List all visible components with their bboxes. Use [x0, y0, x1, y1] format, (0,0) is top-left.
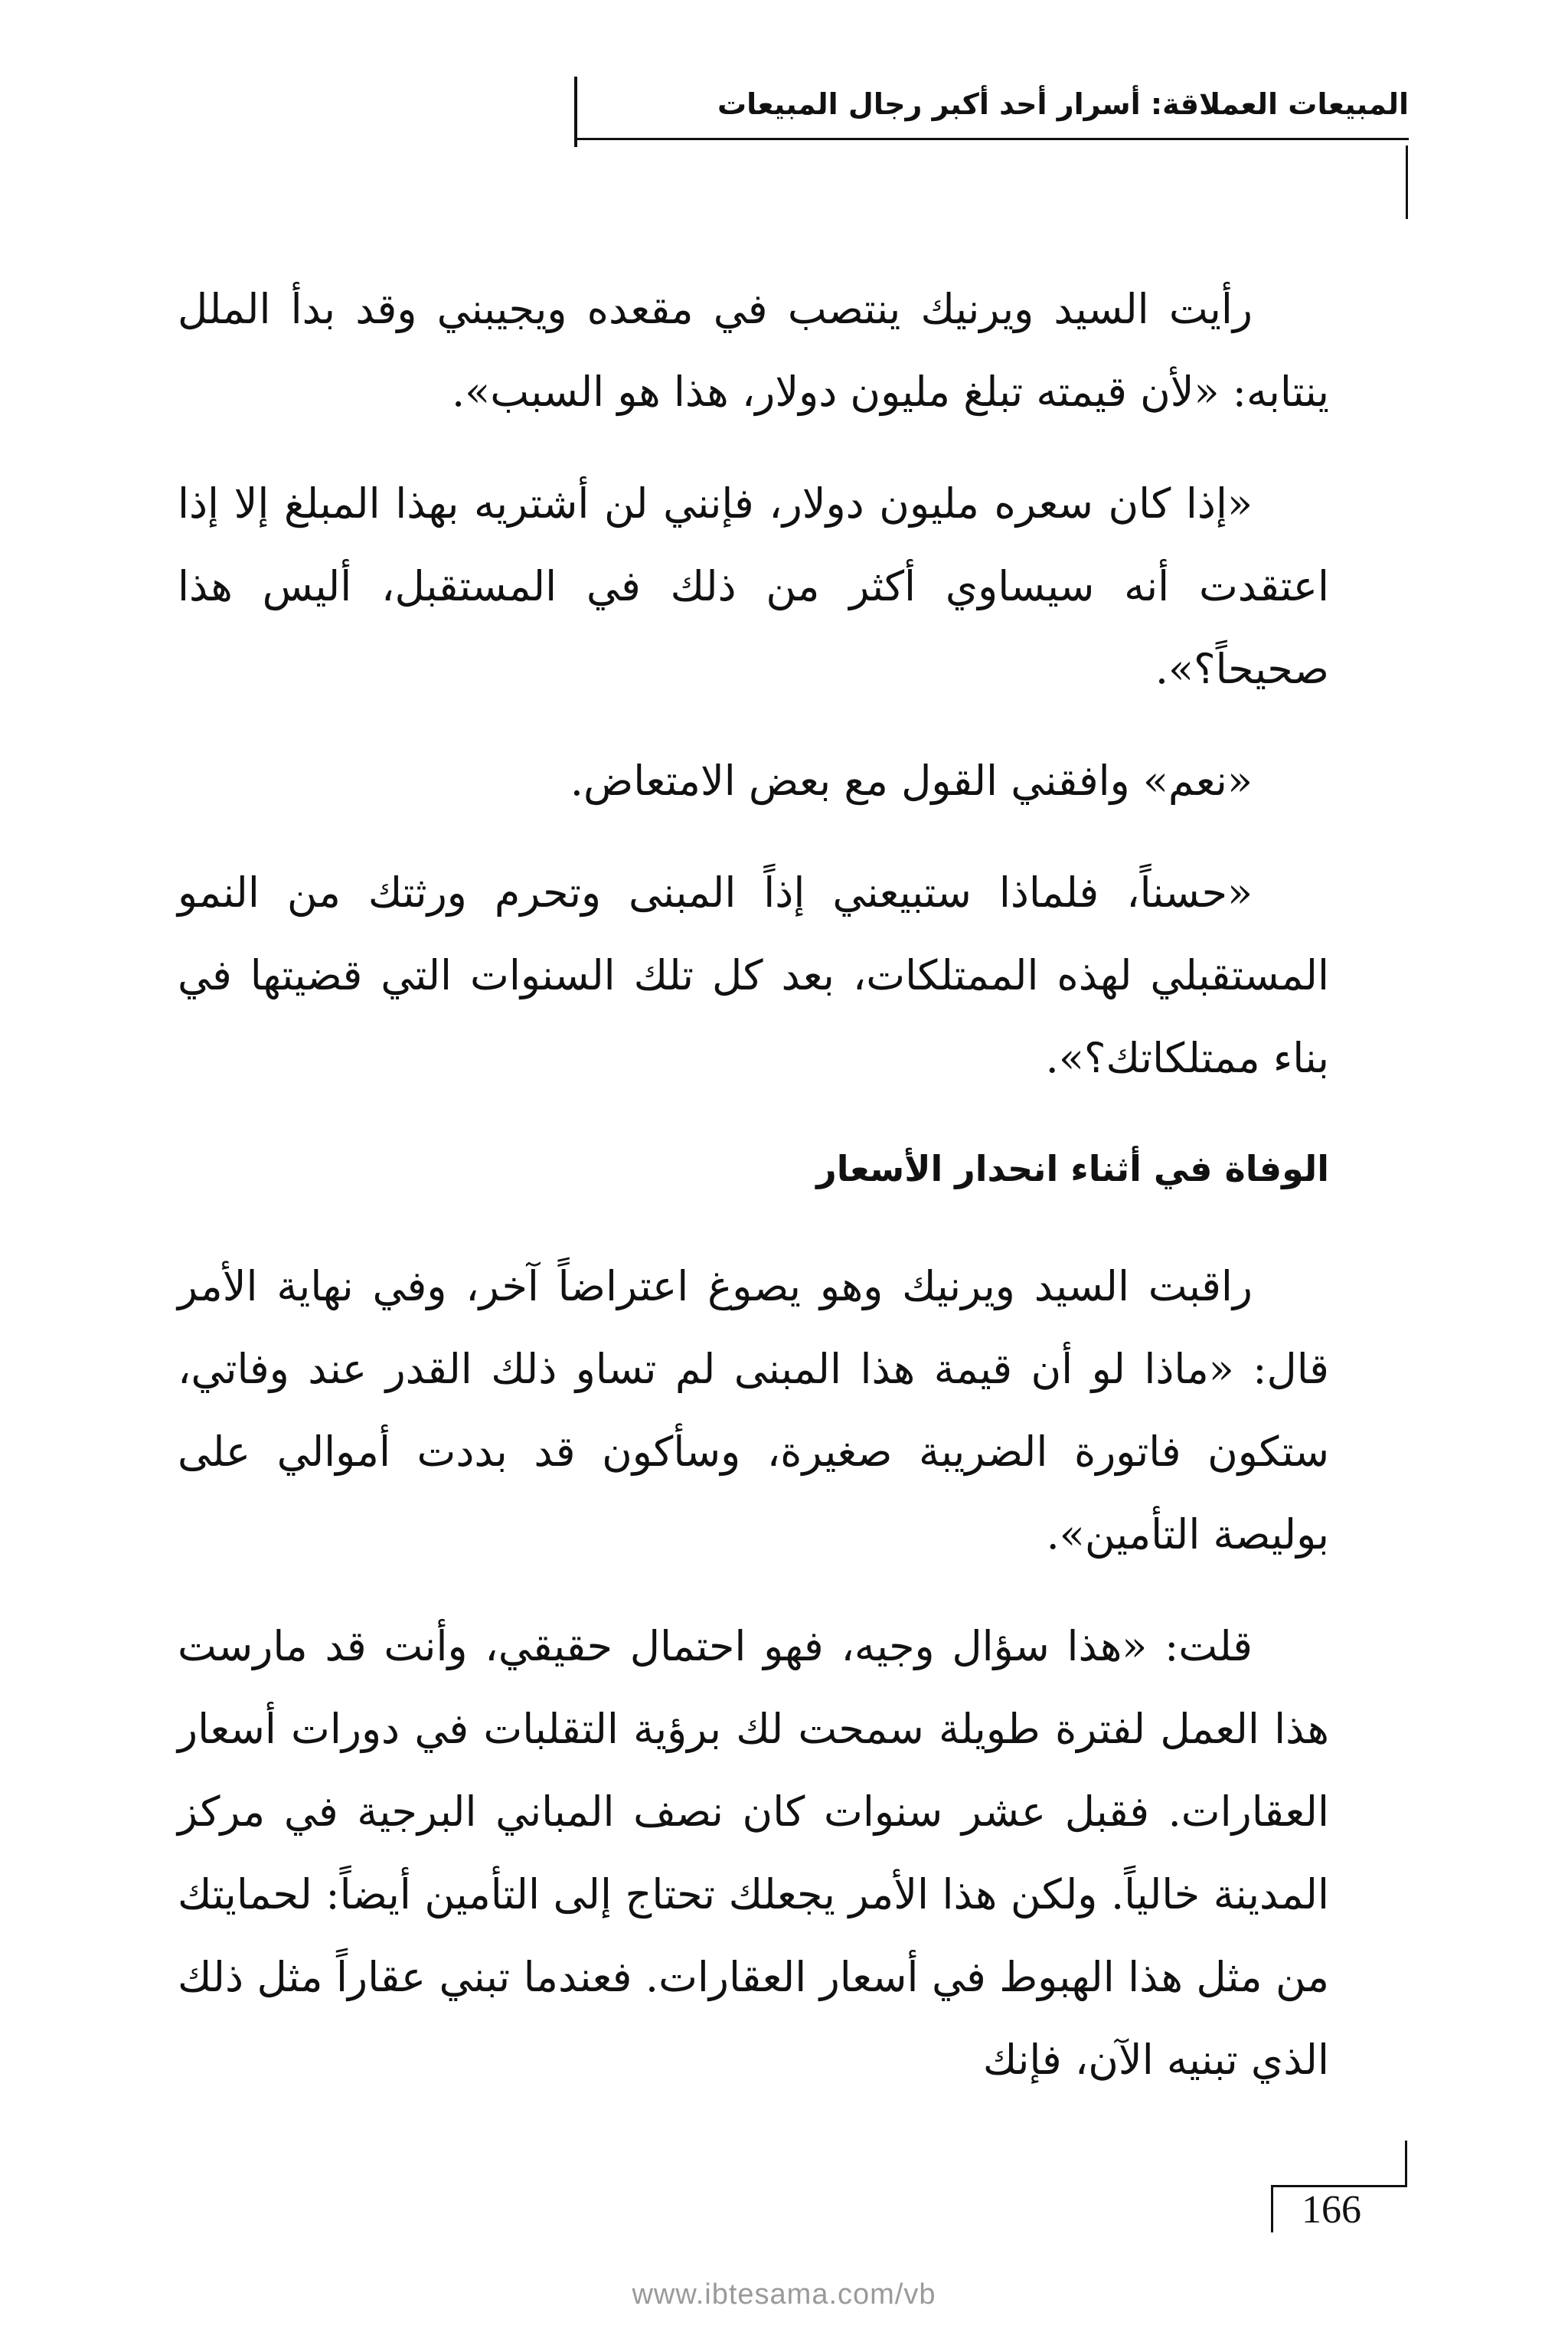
page-number-rule-left [1271, 2185, 1273, 2232]
page-body [178, 268, 1329, 2131]
paragraph-3: «نعم» وافقني القول مع بعض الامتعاض. [570, 757, 1253, 805]
header-rule-left [574, 77, 577, 147]
paragraph-1: رأيت السيد ويرنيك ينتصب في مقعده ويجيبني وقد بدأ الملل ينتابه: «لأن قيمته تبلغ مليون دولار، هذا هو السبب». [178, 285, 1329, 416]
page-number: 166 [1302, 2188, 1361, 2232]
running-header-title: المبيعات العملاقة: أسرار أحد أكبر رجال المبيعات [717, 87, 1409, 121]
paragraph-6: قلت: «هذا سؤال وجيه، فهو احتمال حقيقي، وأنت قد مارست هذا العمل لفترة طويلة سمحت لك برؤية التقلبات في دورات أسعار العقارات. فقبل عشر سنوات كان نصف المباني البرجية في مركز المدينة خالياً. ولكن هذا الأمر يجعلك تحتاج إلى التأمين أيضاً: لحمايتك من مثل هذا الهبوط في أسعار العقارات. فعندما تبني عقاراً مثل ذلك الذي تبنيه الآن، فإنك [178, 1622, 1329, 2084]
watermark-url: www.ibtesama.com/vb [632, 2278, 936, 2311]
section-heading: الوفاة في أثناء انحدار الأسعار [816, 1148, 1329, 1189]
page-number-rule-right [1405, 2141, 1407, 2186]
header-rule-right [1406, 146, 1408, 219]
running-header [574, 77, 1409, 138]
paragraph-5: راقبت السيد ويرنيك وهو يصوغ اعتراضاً آخر، وفي نهاية الأمر قال: «ماذا لو أن قيمة هذا المبنى لم تساو ذلك القدر عند وفاتي، ستكون فاتورة الضريبة صغيرة، وسأكون قد بددت أموالي على بوليصة التأمين». [178, 1262, 1329, 1558]
paragraph-4: «حسناً، فلماذا ستبيعني إذاً المبنى وتحرم ورثتك من النمو المستقبلي لهذه الممتلكات، بعد كل تلك السنوات التي قضيتها في بناء ممتلكاتك؟». [178, 868, 1329, 1082]
paragraph-2: «إذا كان سعره مليون دولار، فإنني لن أشتريه بهذا المبلغ إلا إذا اعتقدت أنه سيساوي أكثر من ذلك في المستقبل، أليس هذا صحيحاً؟». [178, 479, 1329, 693]
page-number-frame [1271, 2141, 1409, 2232]
header-rule-bottom [574, 138, 1409, 140]
